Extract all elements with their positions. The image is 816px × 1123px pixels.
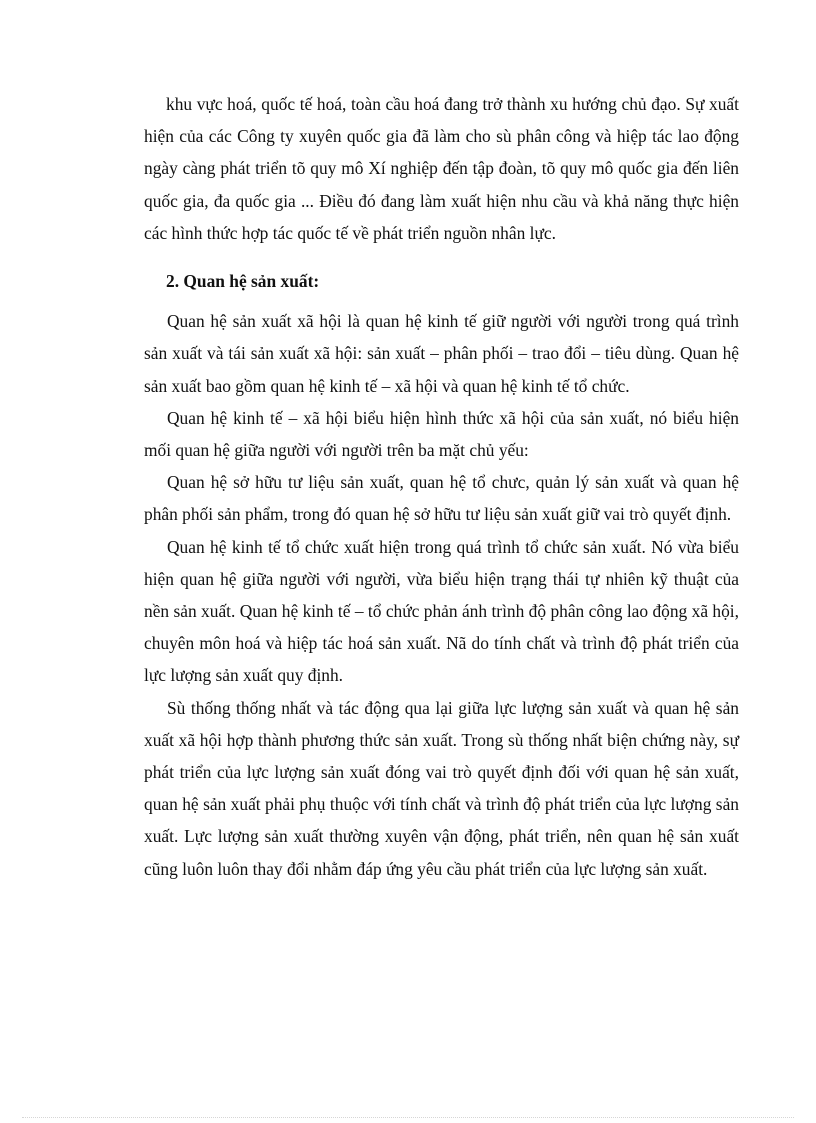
- paragraph-1: Quan hệ sản xuất xã hội là quan hệ kinh tế giữ người với người trong quá trình sản xuất và tái sản xuất xã hội: sản xuất – phân phối – trao đổi – tiêu dùng. Quan hệ sản xuất bao gồm quan hệ kinh tế – xã hội và quan hệ kinh tế tổ chức.: [144, 311, 739, 396]
- paragraph-5: Sù thống thống nhất và tác động qua lại giữa lực lượng sản xuất và quan hệ sản xuất xã hội hợp thành phương thức sản xuất. Trong sù thống nhất biện chứng này, sự phát triển của lực lượng sản xuất đóng vai trò quyết định đối với quan hệ sản xuất, quan hệ sản xuất phải phụ thuộc với tính chất và trình độ phát triển của lực lượng sản xuất. Lực lượng sản xuất thường xuyên vận động, phát triển, nên quan hệ sản xuất cũng luôn luôn thay đổi nhằm đáp ứng yêu cầu phát triển của lực lượng sản xuất.: [144, 697, 739, 879]
- paragraph-2: Quan hệ kinh tế – xã hội biểu hiện hình thức xã hội của sản xuất, nó biểu hiện mối quan hệ giữa người với người trên ba mặt chủ yếu:: [144, 407, 739, 461]
- page-bottom-rule: [22, 1117, 794, 1118]
- document-body: [144, 88, 739, 885]
- paragraph-3: Quan hệ sở hữu tư liệu sản xuất, quan hệ tổ chưc, quản lý sản xuất và quan hệ phân phối sản phẩm, trong đó quan hệ sở hữu tư liệu sản xuất giữ vai trò quyết định.: [144, 472, 739, 525]
- section-heading: 2. Quan hệ sản xuất:: [166, 271, 320, 292]
- paragraph-intro: khu vực hoá, quốc tế hoá, toàn cầu hoá đang trở thành xu hướng chủ đạo. Sự xuất hiện của các Công ty xuyên quốc gia đã làm cho sù phân công và hiệp tác lao động ngày càng phát triển tõ quy mô Xí nghiệp đến tập đoàn, tõ quy mô quốc gia đến liên quốc gia, đa quốc gia ... Điều đó đang làm xuất hiện nhu cầu và khả năng thực hiện các hình thức hợp tác quốc tế về phát triển nguồn nhân lực.: [144, 94, 739, 243]
- paragraph-4: Quan hệ kinh tế tổ chức xuất hiện trong quá trình tổ chức sản xuất. Nó vừa biểu hiện quan hệ giữa người với người, vừa biểu hiện trạng thái tự nhiên kỹ thuật của nền sản xuất. Quan hệ kinh tế – tổ chức phản ánh trình độ phân công lao động xã hội, chuyên môn hoá và hiệp tác hoá sản xuất. Nã do tính chất và trình độ phát triển của lực lượng sản xuất quy định.: [144, 536, 739, 686]
